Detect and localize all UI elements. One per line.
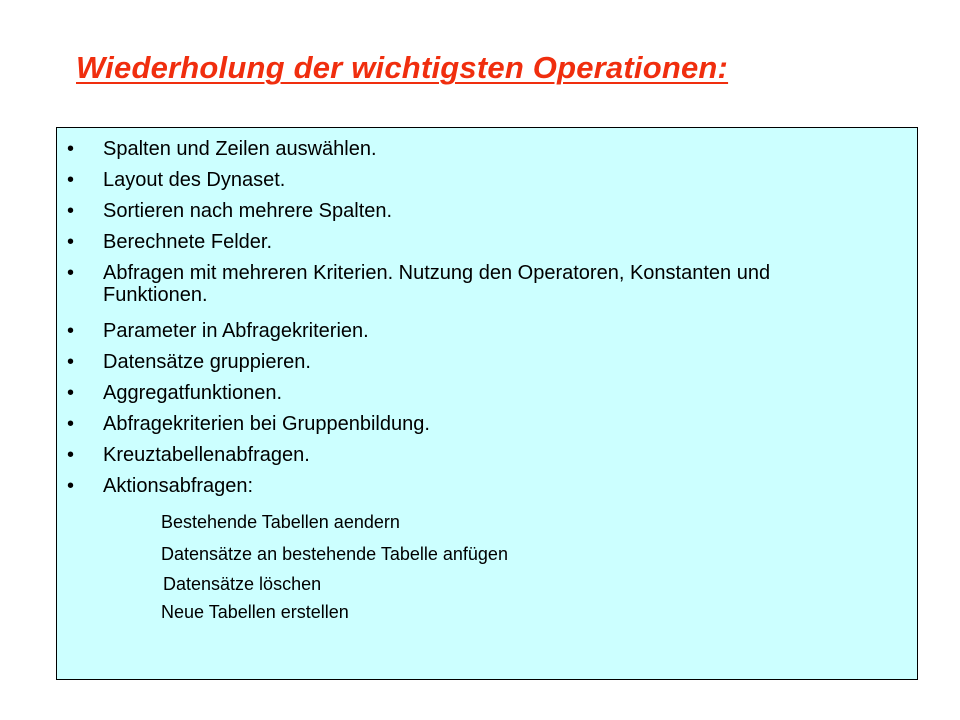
bullet-text: Sortieren nach mehrere Spalten. bbox=[103, 200, 393, 222]
bullet-dot-icon: • bbox=[67, 138, 75, 160]
bullet-dot-icon: • bbox=[67, 262, 75, 284]
bullet-text: Abfragen mit mehreren Kriterien. Nutzung den Operatoren, Konstanten und Funktionen. bbox=[103, 262, 771, 306]
bullet-text: Berechnete Felder. bbox=[103, 231, 272, 253]
bullet-text: Aktionsabfragen: bbox=[103, 475, 254, 497]
bullet-dot-icon: • bbox=[67, 231, 75, 253]
bullet-dot-icon: • bbox=[67, 320, 75, 342]
sub-item: Datensätze löschen bbox=[163, 574, 322, 594]
bullet-text: Layout des Dynaset. bbox=[103, 169, 286, 191]
bullet-dot-icon: • bbox=[67, 444, 75, 466]
bullet-dot-icon: • bbox=[67, 382, 75, 404]
bullet-text: Aggregatfunktionen. bbox=[103, 382, 283, 404]
bullet-text: Parameter in Abfragekriterien. bbox=[103, 320, 369, 342]
sub-item: Datensätze an bestehende Tabelle anfügen bbox=[161, 544, 508, 564]
bullet-text: Spalten und Zeilen auswählen. bbox=[103, 138, 377, 160]
bullet-dot-icon: • bbox=[67, 413, 75, 435]
bullet-dot-icon: • bbox=[67, 200, 75, 222]
sub-item: Bestehende Tabellen aendern bbox=[161, 512, 400, 532]
content-box bbox=[56, 127, 918, 680]
bullet-dot-icon: • bbox=[67, 351, 75, 373]
bullet-dot-icon: • bbox=[67, 169, 75, 191]
bullet-dot-icon: • bbox=[67, 475, 75, 497]
bullet-text: Abfragekriterien bei Gruppenbildung. bbox=[103, 413, 430, 435]
sub-item: Neue Tabellen erstellen bbox=[161, 602, 349, 622]
bullet-text: Kreuztabellenabfragen. bbox=[103, 444, 310, 466]
slide-title: Wiederholung der wichtigsten Operationen: bbox=[76, 50, 729, 85]
bullet-text: Datensätze gruppieren. bbox=[103, 351, 311, 373]
